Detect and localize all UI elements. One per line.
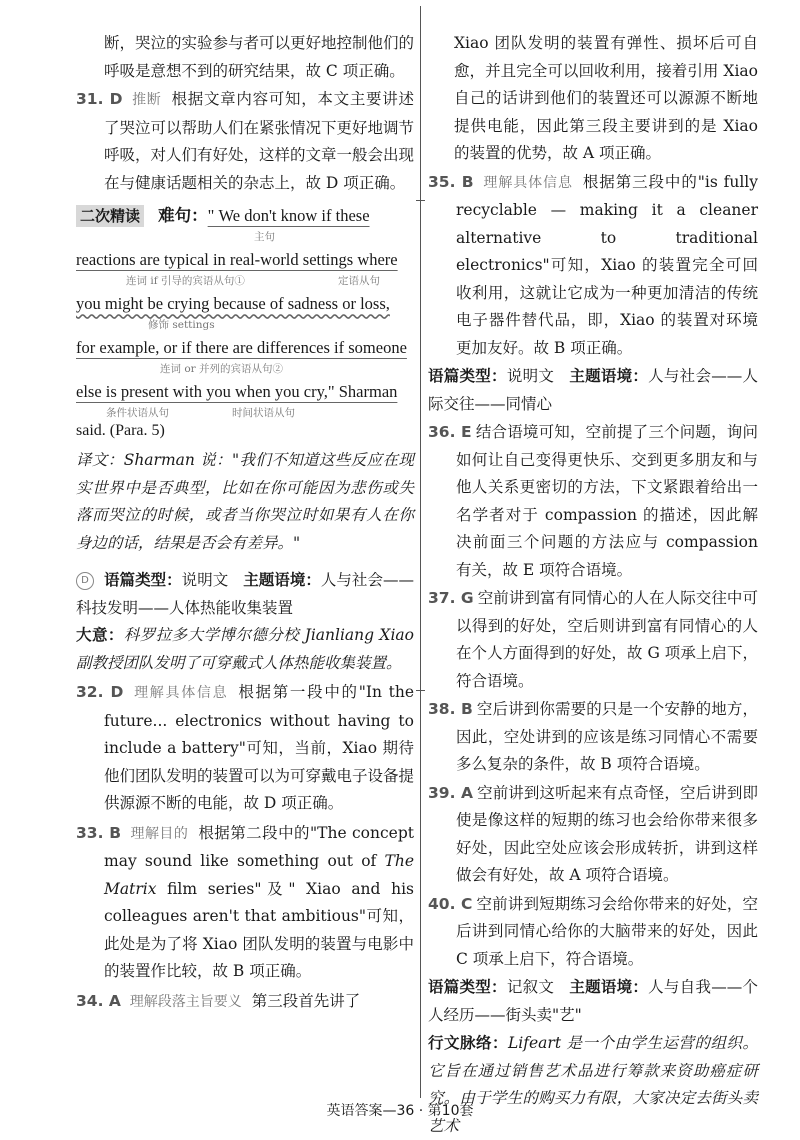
- answer-number: 35. B: [428, 172, 474, 191]
- genre-info-1: [428, 363, 758, 418]
- divider-tick: [416, 200, 425, 201]
- answer-text: 根据第一段中的"In the future... electronics without having to include a battery"可知，当前，Xiao 期待他们团队发明的装置可以为可穿戴电子设备提供源源不断的电能，故 D 项正确。: [104, 683, 415, 812]
- grammar-note: 主句: [254, 231, 275, 243]
- answer-37: [428, 585, 758, 695]
- second-reading: [76, 201, 414, 557]
- answer-text: film series"及" Xiao and his colleagues aren't that ambitious"可知，此处是为了将 Xiao 团队发明的装置与电影中的装置作比较，故 B 项正确。: [104, 879, 414, 980]
- sentence-part: you might be crying because of sadness or loss,: [76, 293, 390, 313]
- context-label: 主题语境：: [569, 978, 649, 996]
- question-type: 推断: [132, 92, 162, 108]
- answer-number: 39. A: [428, 783, 473, 802]
- page-footer: 英语答案—36 · 第10套: [326, 1103, 474, 1119]
- answer-38: [428, 696, 758, 779]
- answer-number: 34. A: [76, 991, 121, 1010]
- continued-text: Xiao 团队发明的装置有弹性、损坏后可自愈，并且完全可以回收利用，接着引用 Xiao 自己的话讲到他们的装置还可以源源不断地提供电能，因此第三段主要讲到的是 Xiao 的装置的优势，故 A 项正确。: [454, 34, 758, 162]
- sentence-line: [76, 283, 414, 331]
- passage-d-info: [76, 567, 414, 677]
- answer-number: 31. D: [76, 90, 123, 108]
- grammar-note: 定语从句: [338, 275, 380, 287]
- sentence-part: for example, or if there are differences if someone: [76, 337, 407, 357]
- context-flow-text: Lifeart 是一个由学生运营的组织。它旨在通过销售艺术品进行筹款来资助癌症研究。由于学生的购买力有限，大家决定去街头卖艺术: [428, 1034, 758, 1135]
- second-reading-tag: 二次精读: [76, 205, 144, 227]
- context-label: 主题语境：: [243, 571, 321, 589]
- answer-36: [428, 419, 758, 584]
- answer-number: 32. D: [76, 683, 124, 701]
- sentence-part: else is present with you when you cry," Sharman: [76, 381, 398, 401]
- left-column: [76, 30, 414, 1016]
- answer-number: 40. C: [428, 894, 473, 913]
- summary-label: 大意：: [76, 626, 124, 644]
- answer-text: 根据第二段中的"The concept may sound like something out of: [104, 823, 414, 870]
- genre-label: 语篇类型：: [104, 571, 182, 589]
- answer-40: [428, 891, 758, 974]
- genre-label: 语篇类型：: [428, 367, 507, 385]
- grammar-note: 条件状语从句: [106, 407, 169, 419]
- film-title: The Matrix: [104, 852, 414, 898]
- answer-39: [428, 780, 758, 890]
- divider-tick: [416, 690, 425, 691]
- answer-33: [76, 820, 414, 986]
- question-type: 理解具体信息: [134, 685, 229, 701]
- answer-text: 根据第三段中的"is fully recyclable — making it a cleaner alternative to traditional electronics"可知，Xiao 的装置完全可回收利用，这就让它成为一种更加清洁的传统电子器件替代品，即，Xiao 的装置对环境更加友好。故 B 项正确。: [456, 172, 758, 357]
- translation: 译文：Sharman 说："我们不知道这些反应在现实世界中是否典型，比如在你可能因为悲伤或失落而哭泣的时候，或者当你哭泣时如果有人在你身边的话，结果是否会有差异。": [76, 451, 414, 552]
- sentence-line: [76, 327, 414, 375]
- answer-text: 第三段首先讲了: [251, 991, 361, 1010]
- sentence-line: [76, 201, 414, 243]
- answer-35: [428, 169, 758, 363]
- grammar-note: 连词 or 并列的宾语从句②: [160, 363, 284, 375]
- answer-text: 空前讲到富有同情心的人在人际交往中可以得到的好处，空后则讲到富有同情心的人在个人方面得到的好处，故 G 项承上启下，符合语境。: [456, 589, 758, 690]
- genre-value: 说明文: [506, 367, 555, 385]
- context-value: 人与社会——人际交往——同情心: [428, 367, 758, 413]
- hard-sentence-label: 难句：: [158, 205, 208, 225]
- question-type: 理解具体信息: [483, 174, 573, 191]
- sentence-line: [76, 239, 414, 287]
- answer-text: 空后讲到你需要的只是一个安静的地方，因此，空处讲到的应该是练习同情心不需要多么复杂的条件，故 B 项符合语境。: [456, 700, 758, 773]
- genre-info-2: [428, 974, 758, 1029]
- column-divider: [420, 6, 421, 1098]
- passage-mark: D: [76, 572, 94, 590]
- answer-31: [76, 86, 414, 197]
- grammar-note: 时间状语从句: [232, 407, 295, 419]
- answer-text: 结合语境可知，空前提了三个问题，询问如何让自己变得更快乐、交到更多朋友和与他人关系更密切的方法，下文紧跟着给出一名学者对于 compassion 的描述，因此解决前面三个问题的方法应与 compassion 有关，故 E 项符合语境。: [456, 423, 758, 579]
- sentence-source: said. (Para. 5): [76, 422, 165, 439]
- answer-text: 根据文章内容可知，本文主要讲述了哭泣可以帮助人们在紧张情况下更好地调节呼吸，对人们有好处，这样的文章一般会出现在与健康话题相关的杂志上，故 D 项正确。: [104, 90, 415, 192]
- sentence-line: [76, 371, 414, 419]
- context-label: 主题语境：: [569, 367, 649, 385]
- context-flow-label: 行文脉络：: [428, 1034, 509, 1052]
- question-type: 理解段落主旨要义: [129, 993, 242, 1010]
- genre-value: 记叙文: [506, 978, 555, 996]
- sentence-part: reactions are typical in real-world settings where: [76, 249, 398, 269]
- right-column: [428, 30, 758, 1140]
- continued-text: 断，哭泣的实验参与者可以更好地控制他们的呼吸是意想不到的研究结果，故 C 项正确。: [104, 34, 415, 80]
- answer-number: 36. E: [428, 423, 472, 441]
- grammar-note: 修饰 settings: [148, 319, 215, 331]
- context-value: 人与社会——科技发明——人体热能收集装置: [76, 571, 414, 617]
- sentence-part: " We don't know if these: [207, 205, 370, 225]
- genre-value: 说明文: [181, 571, 229, 589]
- answer-number: 37. G: [428, 589, 474, 607]
- answer-text: 空前讲到这听起来有点奇怪，空后讲到即使是像这样的短期的练习也会给你带来很多好处，因此空处应该会形成转折，讲到这样做会有好处，故 A 项符合语境。: [456, 783, 758, 884]
- answer-32: [76, 679, 414, 818]
- answer-text: 空前讲到短期练习会给你带来的好处，空后讲到同情心给你的大脑带来的好处，因此 C 项承上启下，符合语境。: [456, 894, 758, 968]
- grammar-note: 连词 if 引导的宾语从句①: [126, 275, 245, 287]
- answer-34: [76, 988, 414, 1017]
- question-type: 理解目的: [130, 825, 189, 842]
- answer-number: 33. B: [76, 823, 122, 842]
- answer-number: 38. B: [428, 700, 473, 718]
- context-value: 人与自我——个人经历——街头卖"艺": [428, 978, 758, 1024]
- genre-label: 语篇类型：: [428, 978, 507, 996]
- summary-text: 科罗拉多大学博尔德分校 Jianliang Xiao 副教授团队发明了可穿戴式人体热能收集装置。: [76, 626, 414, 672]
